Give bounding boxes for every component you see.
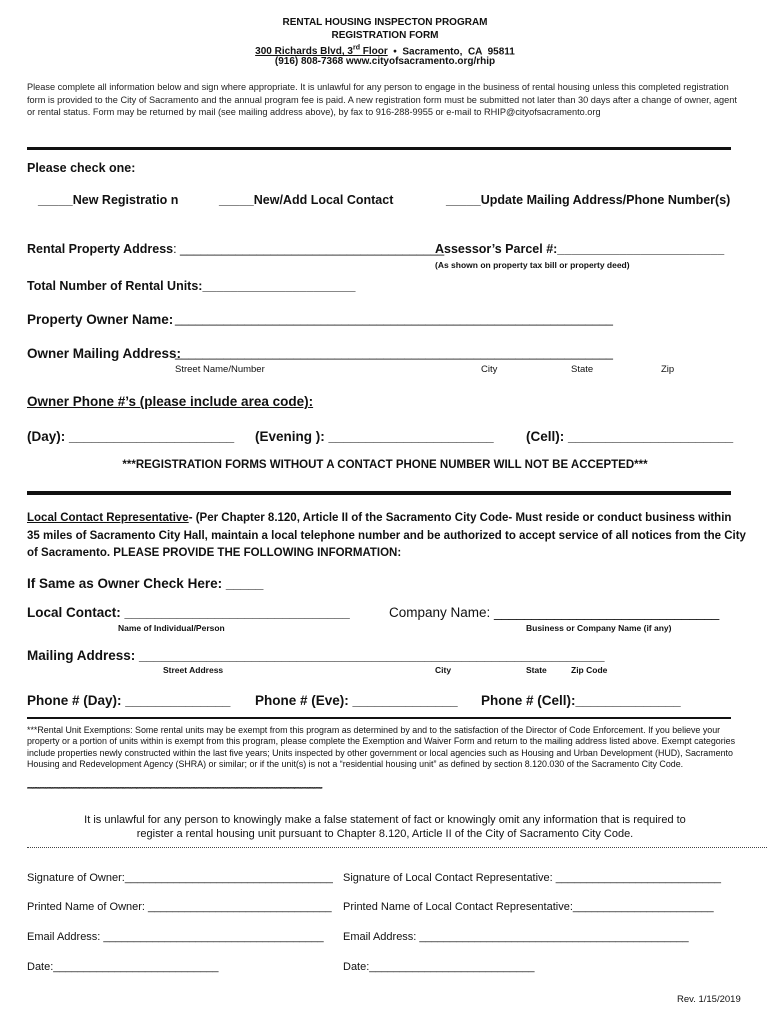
rep-date-field[interactable]: Date:___________________________ <box>343 961 535 973</box>
exemptions-paragraph: ***Rental Unit Exemptions: Some rental units may be exempt from this program as determined by and to the satisfaction of the Director of Code Enforcement. If you believe your property or a portion of units within is exempt from this program, please complete the Exemption and Waiver Form and return to the mailing address listed above. Exempt categories include properties newly constructed within the last five years; Units inspected by other government or local agencies such as Housing and Urban Development (HUD), Sacramento Housing and Redevelopment Agency (SHRA) or similar; or if the unit(s) is not a “residential housing unit” as defined by section 8.120.030 of the Sacramento City Code. <box>27 725 736 770</box>
owner-phone-heading: Owner Phone #’s (please include area code): <box>27 394 314 409</box>
address-street: 300 Richards Blvd, 3rd Floor <box>255 45 388 58</box>
address-city: • Sacramento, CA 95811 <box>387 46 515 58</box>
mailing-street-caption: Street Name/Number <box>175 364 265 375</box>
owner-email-field[interactable]: Email Address: ____________________________________ <box>27 931 324 943</box>
owner-signature-field[interactable]: Signature of Owner:__________________________________ <box>27 872 333 884</box>
intro-paragraph: Please complete all information below and sign where appropriate. It is unlawful for any person to engage in the business of rental housing unless this completed registration form is provided to the City of Sacramento and the annual program fee is paid. A new registration form must be submitted not later than 30 days after a change of owner, agent or rental status. Form may be returned by mail (see mailing address above), by fax to 916-288-9955 or e-mail to RHIP@cityofsacramento.org <box>27 82 737 117</box>
owner-phone-cell-field[interactable]: (Cell): ______________________ <box>526 429 734 444</box>
owner-mailing-address-label: Owner Mailing Address: <box>27 346 182 361</box>
option-new-registration[interactable]: _____New Registratio n <box>38 193 179 207</box>
mailing-city-caption: City <box>481 364 498 375</box>
rep-signature-field[interactable]: Signature of Local Contact Representative: ___________________________ <box>343 872 721 884</box>
mailing-state-caption: State <box>571 364 594 375</box>
local-mailing-address-field[interactable]: Mailing Address: ______________________________________________________________ <box>27 648 605 663</box>
check-one-heading: Please check one: <box>27 161 136 175</box>
total-rental-units-field[interactable]: Total Number of Rental Units:______________________ <box>27 279 356 293</box>
local-mailing-city-caption: City <box>435 665 452 675</box>
unlawful-statement-line2: register a rental housing unit pursuant to Chapter 8.120, Article II of the City of Sacramento City Code. <box>136 828 634 840</box>
company-name-field[interactable]: Company Name: ______________________________ <box>389 605 720 620</box>
owner-printed-name-field[interactable]: Printed Name of Owner: ______________________________ <box>27 901 332 913</box>
form-program-title: RENTAL HOUSING INSPECTON PROGRAM <box>282 17 488 28</box>
local-phone-eve-field[interactable]: Phone # (Eve): ______________ <box>255 693 458 708</box>
section-divider <box>27 717 731 719</box>
local-contact-name-field[interactable]: Local Contact: ______________________________ <box>27 605 350 620</box>
section-divider <box>27 147 731 150</box>
local-contact-name-caption: Name of Individual/Person <box>118 623 225 633</box>
mailing-zip-caption: Zip <box>661 364 675 375</box>
parcel-note: (As shown on property tax bill or property deed) <box>435 260 630 270</box>
option-update-mailing[interactable]: _____Update Mailing Address/Phone Number(s) <box>446 193 731 207</box>
property-owner-name-label: Property Owner Name: <box>27 312 174 327</box>
rep-email-field[interactable]: Email Address: ____________________________________________ <box>343 931 689 943</box>
office-phone-website: (916) 808-7368 www.cityofsacramento.org/rhip <box>274 56 496 67</box>
local-mailing-zip-caption: Zip Code <box>571 665 608 675</box>
local-phone-cell-field[interactable]: Phone # (Cell):______________ <box>481 693 681 708</box>
exemptions-star-divider: ************************************************************************************************************************************************************************** <box>27 787 322 793</box>
local-contact-intro: Local Contact Representative- (Per Chapter 8.120, Article II of the Sacramento City Code- Must reside or conduct business within 35 miles of Sacramento City Hall, maintain a local telephone number and be authorized to accept service of all notices from the City of Sacramento. PLEASE PROVIDE THE FOLLOWING INFORMATION: <box>27 512 746 559</box>
section-divider <box>27 491 731 495</box>
local-phone-day-field[interactable]: Phone # (Day): ______________ <box>27 693 231 708</box>
owner-date-field[interactable]: Date:___________________________ <box>27 961 219 973</box>
rep-printed-name-field[interactable]: Printed Name of Local Contact Representative:_______________________ <box>343 901 714 913</box>
same-as-owner-check-field[interactable]: If Same as Owner Check Here: _____ <box>27 576 264 591</box>
dotted-divider <box>27 847 767 848</box>
revision-date: Rev. 1/15/2019 <box>677 994 741 1005</box>
unlawful-statement-line1: It is unlawful for any person to knowingly make a false statement of fact or knowingly omit any information that is required to <box>84 814 686 826</box>
option-new-local-contact[interactable]: _____New/Add Local Contact <box>219 193 394 207</box>
owner-mailing-address-field[interactable]: _______________________________________________________________ <box>175 346 613 360</box>
local-mailing-street-caption: Street Address <box>163 665 224 675</box>
owner-phone-day-field[interactable]: (Day): ______________________ <box>27 429 235 444</box>
owner-phone-evening-field[interactable]: (Evening ): ______________________ <box>255 429 494 444</box>
assessor-parcel-field[interactable]: Assessor’s Parcel #:________________________ <box>435 242 725 256</box>
form-subtitle: REGISTRATION FORM <box>331 30 439 41</box>
company-name-caption: Business or Company Name (if any) <box>526 623 672 633</box>
rental-property-address-field[interactable]: Rental Property Address: ______________________________________ <box>27 242 445 256</box>
local-mailing-state-caption: State <box>526 665 547 675</box>
property-owner-name-field[interactable]: _______________________________________________________________ <box>175 312 613 326</box>
phone-required-warning: ***REGISTRATION FORMS WITHOUT A CONTACT PHONE NUMBER WILL NOT BE ACCEPTED*** <box>122 459 648 471</box>
